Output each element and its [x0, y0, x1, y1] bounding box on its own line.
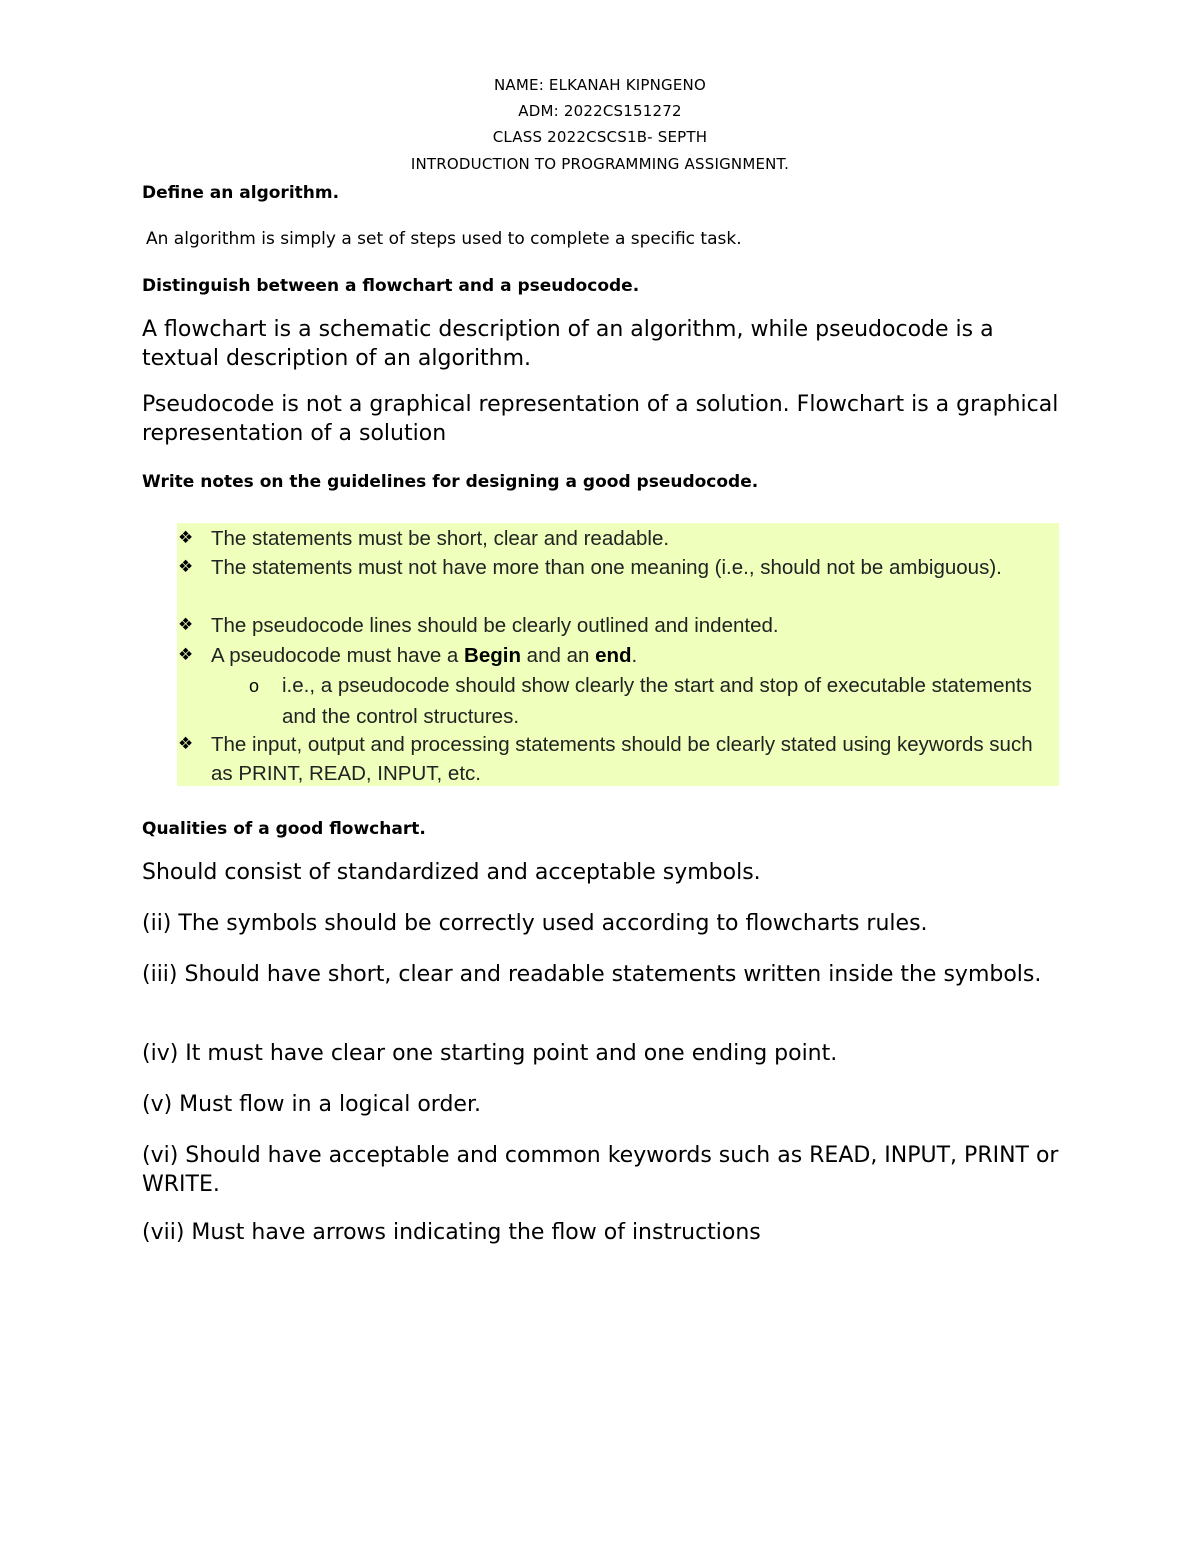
quality-item: (iv) It must have clear one starting point and one ending point. — [142, 1041, 838, 1066]
quality-item: Should consist of standardized and acceptable symbols. — [142, 860, 761, 885]
guideline-bullet: The statements must be short, clear and readable. — [211, 527, 670, 550]
quality-item: (vi) Should have acceptable and common keywords such as READ, INPUT, PRINT or WRITE. — [142, 1143, 1059, 1197]
answer-flowchart-vs-pseudocode-1: A flowchart is a schematic description of an algorithm, while pseudocode is a textual description of an algorithm. — [142, 317, 994, 371]
quality-item: (ii) The symbols should be correctly used according to flowcharts rules. — [142, 911, 928, 936]
class-line: CLASS 2022CSCS1B- SEPTH — [492, 128, 708, 146]
guideline-bullet-begin-end — [211, 641, 1051, 670]
question-pseudocode-guidelines: Write notes on the guidelines for designing a good pseudocode. — [142, 472, 759, 492]
sub-bullet-circle-icon: o — [249, 676, 260, 696]
guideline-sub-bullet: i.e., a pseudocode should show clearly the start and stop of executable statements and the control structures. — [282, 674, 1032, 728]
answer-flowchart-vs-pseudocode-2: Pseudocode is not a graphical representation of a solution. Flowchart is a graphical representation of a solution — [142, 392, 1059, 446]
bullet-text-mid: and an — [520, 644, 596, 667]
student-name: NAME: ELKANAH KIPNGENO — [494, 76, 706, 94]
answer-define-algorithm: An algorithm is simply a set of steps used to complete a specific task. — [146, 229, 742, 249]
quality-item: (iii) Should have short, clear and readable statements written inside the symbols. — [142, 962, 1042, 987]
question-flowchart-qualities: Qualities of a good flowchart. — [142, 819, 426, 839]
assignment-title: INTRODUCTION TO PROGRAMMING ASSIGNMENT. — [410, 155, 790, 173]
question-flowchart-vs-pseudocode: Distinguish between a flowchart and a pseudocode. — [142, 276, 640, 296]
quality-item: (v) Must flow in a logical order. — [142, 1092, 481, 1117]
bullet-text-post: . — [631, 644, 638, 667]
admission-number: ADM: 2022CS151272 — [518, 102, 682, 120]
keyword-end: end — [595, 644, 632, 667]
guideline-bullet: The pseudocode lines should be clearly outlined and indented. — [211, 614, 779, 637]
quality-item: (vii) Must have arrows indicating the flow of instructions — [142, 1220, 761, 1245]
bullet-text-pre: A pseudocode must have a — [211, 644, 465, 667]
bullet-diamond-icon: ❖ — [178, 645, 194, 665]
guideline-bullet: The input, output and processing statements should be clearly stated using keywords such as PRINT, READ, INPUT, etc. — [211, 733, 1033, 785]
bullet-diamond-icon: ❖ — [178, 557, 194, 577]
keyword-begin: Begin — [464, 644, 521, 667]
bullet-diamond-icon: ❖ — [178, 615, 194, 635]
guideline-bullet: The statements must not have more than one meaning (i.e., should not be ambiguous). — [211, 556, 1002, 579]
bullet-diamond-icon: ❖ — [178, 528, 194, 548]
bullet-diamond-icon: ❖ — [178, 734, 194, 754]
question-define-algorithm: Define an algorithm. — [142, 183, 340, 203]
